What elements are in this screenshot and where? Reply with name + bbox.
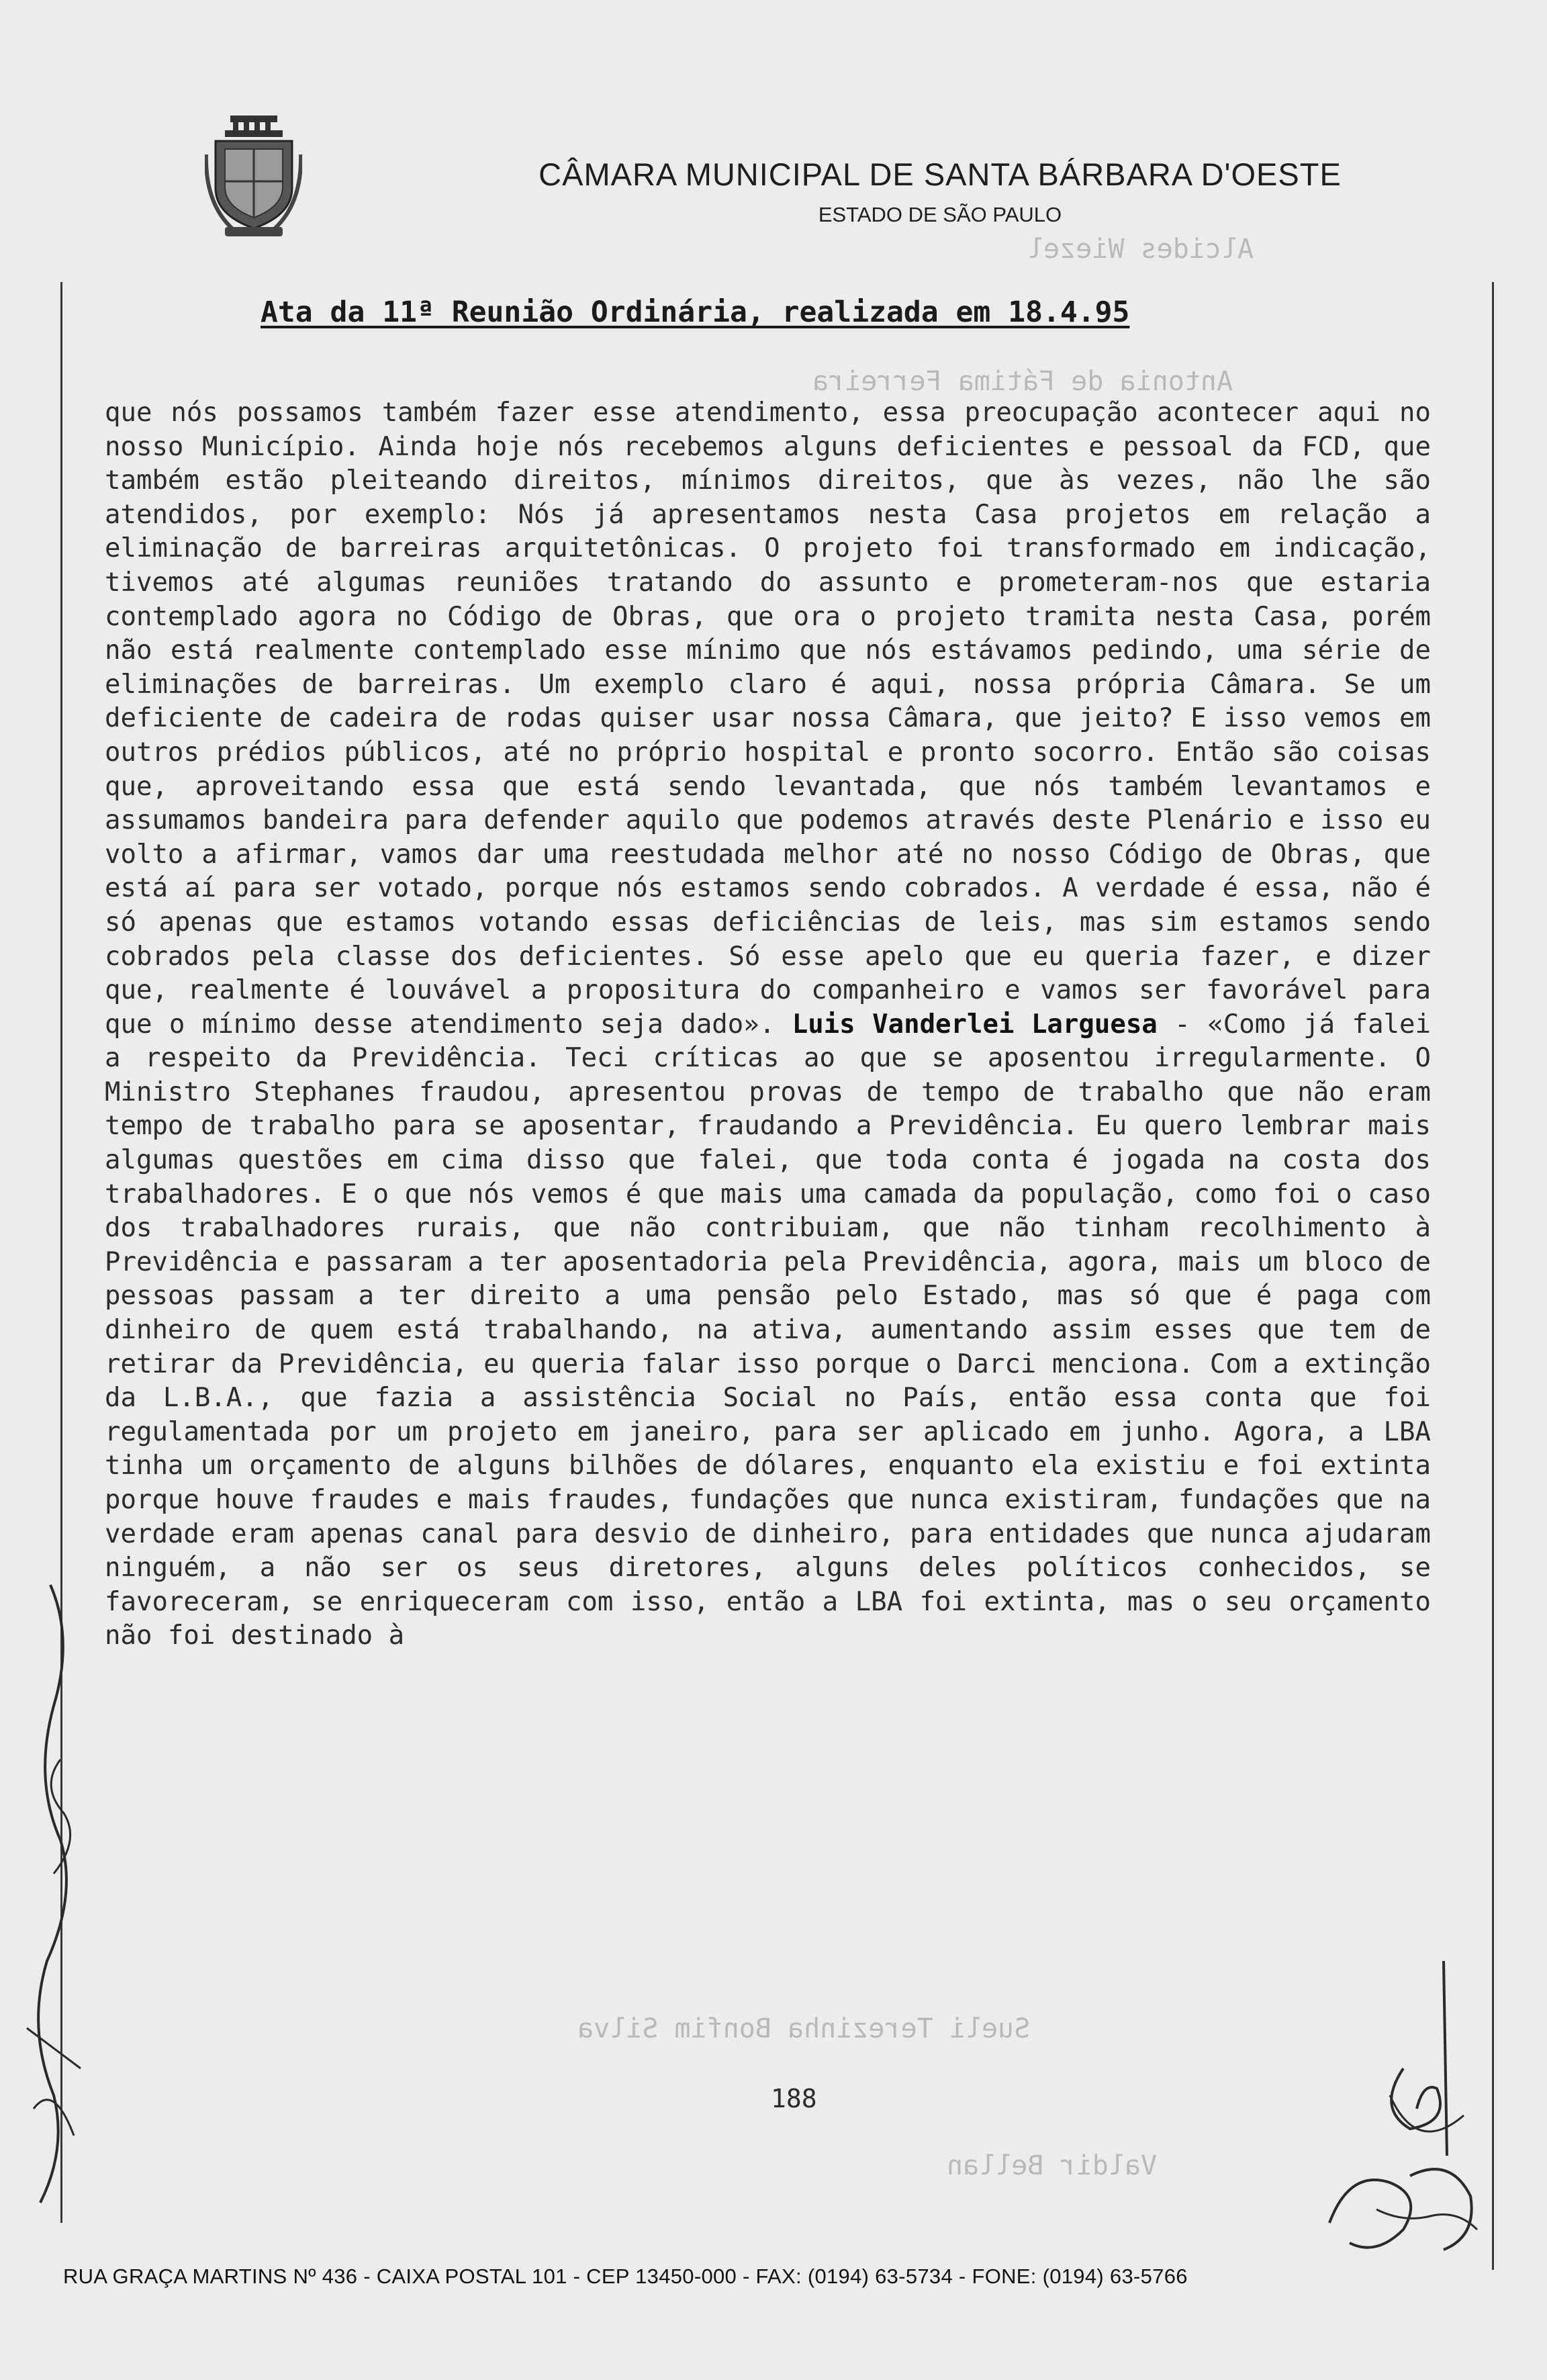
speaker-name: Luis Vanderlei Larguesa xyxy=(792,1009,1158,1040)
bleed-through-name-3: Sueli Terezinha Bonfim Silva xyxy=(577,2013,1031,2044)
bleed-through-name-4: Valdir Bellan xyxy=(947,2150,1158,2181)
bottom-right-signatures xyxy=(1309,1954,1497,2277)
minutes-body xyxy=(105,396,1431,1653)
body-paragraph-2: - «Como já falei a respeito da Previdência. Teci críticas ao que se aposentou irregularmente. O Ministro Stephanes fraudou, apresentou provas de tempo de trabalho que não eram tempo de trabalho para se aposentar, fraudando a Previdência. Eu quero lembrar mais algumas questões em cima disso que falei, que toda conta é jogada na costa dos trabalhadores. E o que nós vemos é que mais uma camada da população, como foi o caso dos trabalhadores rurais, que não contribuiam, que não tinham recolhimento à Previdência e passaram a ter aposentadoria pela Previdência, agora, mais um bloco de pessoas passam a ter direito a uma pensão pelo Estado, mas só que é paga com dinheiro de quem está trabalhando, na ativa, aumentando assim esses que tem de retirar da Previdência, eu queria falar isso porque o Darci menciona. Com a extinção da L.B.A., que fazia a assistência Social no País, então essa conta que foi regulamentada por um projeto em janeiro, para ser aplicado em junho. Agora, a LBA tinha um orçamento de alguns bilhões de dólares, enquanto ela existiu e foi extinta porque houve fraudes e mais fraudes, fundações que nunca existiram, fundações que na verdade eram apenas canal para desvio de dinheiro, para entidades que nunca ajudaram ninguém, a não ser os seus diretores, alguns deles políticos conhecidos, se favoreceram, se enriqueceram com isso, então a LBA foi extinta, mas o seu orçamento não foi destinado à xyxy=(105,1009,1431,1651)
coat-of-arms-icon xyxy=(205,114,302,238)
institution-name: CÂMARA MUNICIPAL DE SANTA BÁRBARA D'OESTE xyxy=(538,156,1342,192)
minutes-title: Ata da 11ª Reunião Ordinária, realizada em 18.4.95 xyxy=(261,295,1130,329)
body-paragraph-1: que nós possamos também fazer esse atendimento, essa preocupação acontecer aqui no nosso Município. Ainda hoje nós recebemos alguns deficientes e pessoal da FCD, que também estão pleiteando direitos, mínimos direitos, que às vezes, não lhe são atendidos, por exemplo: Nós já apresentamos nesta Casa projetos em relação a eliminação de barreiras arquitetônicas. O projeto foi transformado em indicação, tivemos até algumas reuniões tratando do assunto e prometeram-nos que estaria contemplado agora no Código de Obras, que ora o projeto tramita nesta Casa, porém não está realmente contemplado esse mínimo que nós estávamos pedindo, uma série de eliminações de barreiras. Um exemplo claro é aqui, nossa própria Câmara. Se um deficiente de cadeira de rodas quiser usar nossa Câmara, que jeito? E isso vemos em outros prédios públicos, até no próprio hospital e pronto socorro. Então são coisas que, aproveitando essa que está sendo levantada, que nós também levantamos e assumamos bandeira para defender aquilo que podemos através deste Plenário e isso eu volto a afirmar, vamos dar uma reestudada melhor até no nosso Código de Obras, que está aí para ser votado, porque nós estamos sendo cobrados. A verdade é essa, não é só apenas que estamos votando essas deficiências de leis, mas sim estamos sendo cobrados pela classe dos deficientes. Só esse apelo que eu queria fazer, e dizer que, realmente é louvável a propositura do companheiro e vamos ser favorável para que o mínimo desse atendimento seja dado». xyxy=(105,398,1431,1040)
bleed-through-name-1: Alcides Wiezel xyxy=(1027,234,1254,265)
footer-address: RUA GRAÇA MARTINS Nº 436 - CAIXA POSTAL 101 - CEP 13450-000 - FAX: (0194) 63-5734 - FONE: (0194) 63-5766 xyxy=(63,2264,1188,2288)
left-margin-signature xyxy=(13,1558,87,2230)
state-name: ESTADO DE SÃO PAULO xyxy=(818,203,1062,226)
page-number: 188 xyxy=(771,2084,817,2113)
bleed-through-name-2: Antonia de Fátima Ferreira xyxy=(812,366,1233,397)
